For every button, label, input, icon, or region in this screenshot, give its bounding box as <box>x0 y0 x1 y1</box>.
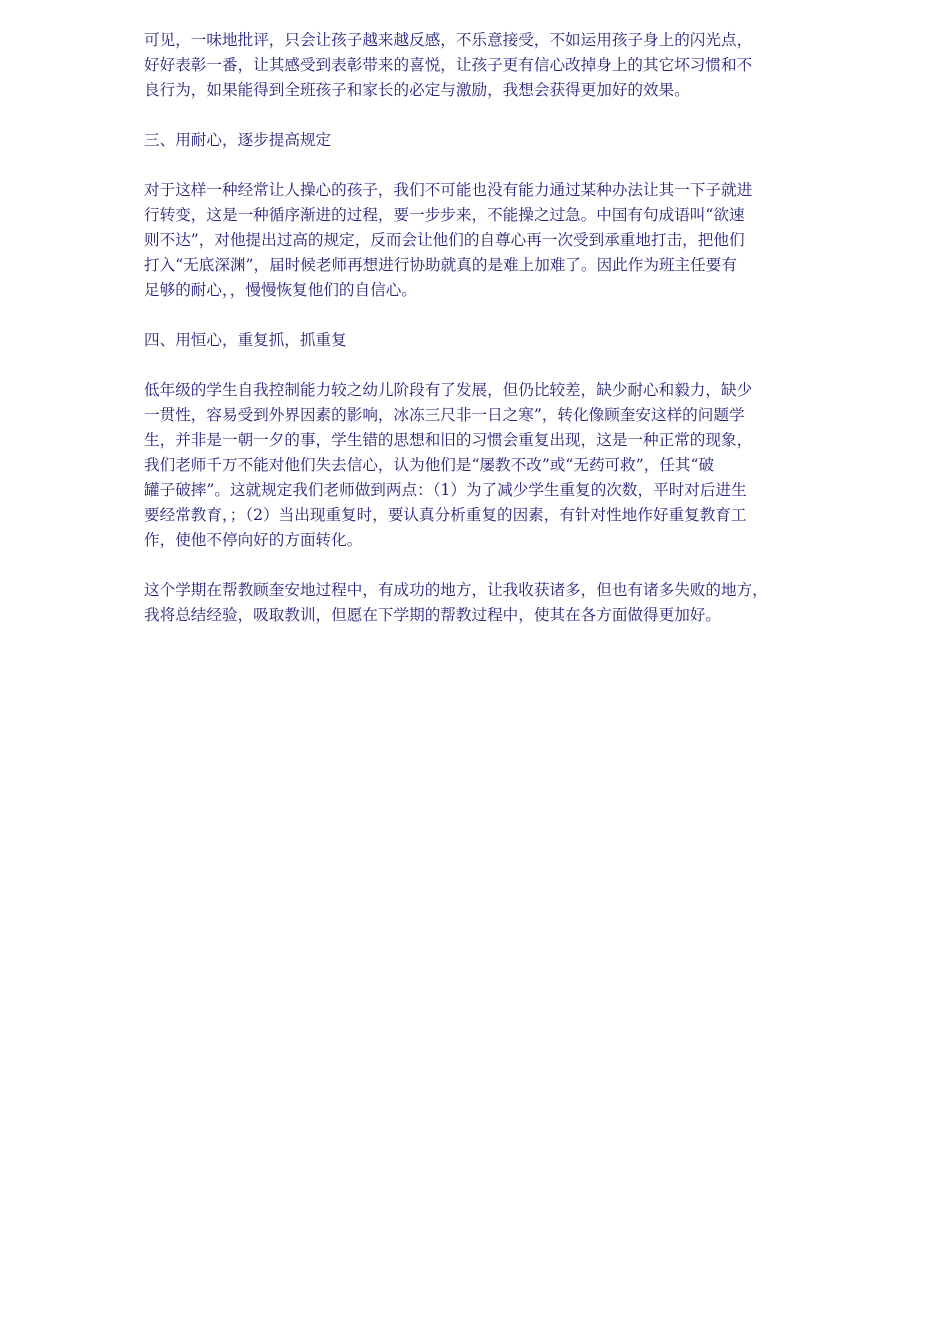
text-line: 打入“无底深渊”，届时候老师再想进行协助就真的是难上加难了。因此作为班主任要有 <box>144 256 737 274</box>
paragraph <box>144 328 820 353</box>
text-line: 则不达”，对他提出过高的规定，反而会让他们的自尊心再一次受到承重地打击，把他们 <box>144 231 745 249</box>
text-line: 三、用耐心，逐步提高规定 <box>144 131 332 149</box>
paragraph <box>144 178 820 303</box>
text-line: 我将总结经验，吸取教训，但愿在下学期的帮教过程中，使其在各方面做得更加好。 <box>144 606 721 624</box>
text-line: 生，并非是一朝一夕的事，学生错的思想和旧的习惯会重复出现，这是一种正常的现象， <box>144 431 753 449</box>
paragraph <box>144 128 820 153</box>
text-line: 这个学期在帮教顾奎安地过程中，有成功的地方，让我收获诸多，但也有诸多失败的地方， <box>144 581 768 599</box>
text-line: 要经常教育，；（2）当出现重复时，要认真分析重复的因素，有针对性地作好重复教育工 <box>144 506 747 524</box>
paragraph <box>144 578 820 628</box>
text-line: 罐子破摔”。这就规定我们老师做到两点：（1）为了减少学生重复的次数，平时对后进生 <box>144 481 747 499</box>
text-line: 良行为，如果能得到全班孩子和家长的必定与激励，我想会获得更加好的效果。 <box>144 81 690 99</box>
text-line: 行转变，这是一种循序渐进的过程，要一步步来，不能操之过急。中国有句成语叫“欲速 <box>144 206 745 224</box>
text-line: 一贯性，容易受到外界因素的影响，冰冻三尺非一日之寒”，转化像顾奎安这样的问题学 <box>144 406 745 424</box>
text-line: 对于这样一种经常让人操心的孩子，我们不可能也没有能力通过某种办法让其一下子就进 <box>144 181 753 199</box>
paragraph <box>144 28 820 103</box>
text-line: 低年级的学生自我控制能力较之幼儿阶段有了发展，但仍比较差，缺少耐心和毅力，缺少 <box>144 381 753 399</box>
text-line: 好好表彰一番，让其感受到表彰带来的喜悦，让孩子更有信心改掉身上的其它坏习惯和不 <box>144 56 753 74</box>
text-line: 四、用恒心，重复抓，抓重复 <box>144 331 347 349</box>
document-body <box>144 28 820 653</box>
text-line: 足够的耐心，，慢慢恢复他们的自信心。 <box>144 281 417 299</box>
paragraph <box>144 378 820 553</box>
text-line: 作，使他不停向好的方面转化。 <box>144 531 363 549</box>
text-line: 可见，一味地批评，只会让孩子越来越反感，不乐意接受，不如运用孩子身上的闪光点， <box>144 31 753 49</box>
text-line: 我们老师千万不能对他们失去信心，认为他们是“屡教不改”或“无药可救”，任其“破 <box>144 456 715 474</box>
